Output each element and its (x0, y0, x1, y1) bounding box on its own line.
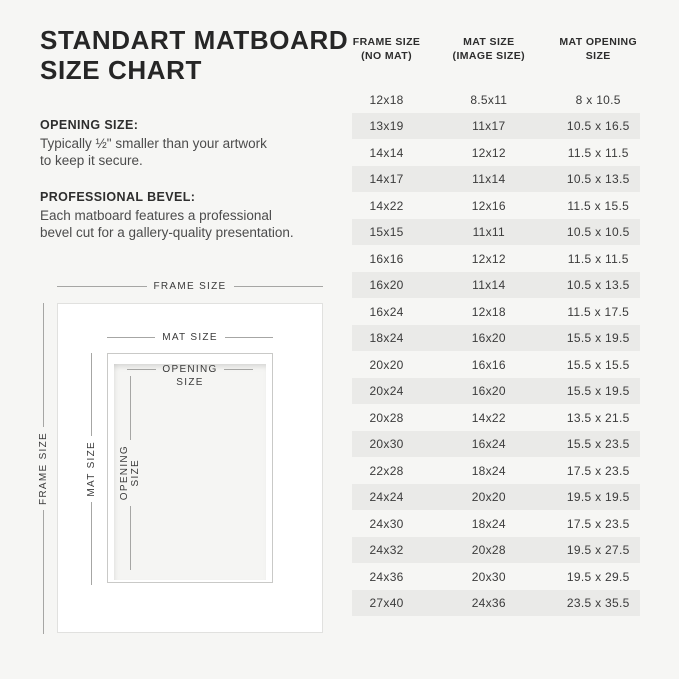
frame-size-cell: 16x16 (369, 251, 404, 266)
table-row (352, 86, 640, 113)
section-opening-size (40, 118, 340, 170)
mat-opening-size-cell: 17.5 x 23.5 (566, 516, 630, 531)
column-header-frame-size: FRAME SIZE (NO MAT) (352, 36, 421, 62)
section-professional-bevel-heading: PROFESSIONAL BEVEL: (40, 190, 196, 204)
frame-size-cell: 20x24 (369, 384, 404, 399)
mat-size-cell: 12x12 (471, 145, 506, 160)
matboard-diagram (30, 276, 335, 648)
table-row (352, 298, 640, 325)
table-row (352, 510, 640, 537)
page-title-line2: SIZE CHART (40, 54, 202, 85)
frame-size-cell: 14x22 (369, 198, 404, 213)
table-row (352, 192, 640, 219)
mat-opening-size-cell: 10.5 x 16.5 (566, 119, 630, 134)
section-opening-size-text-line1: Typically ½" smaller than your artwork (40, 136, 267, 151)
table-row (352, 219, 640, 246)
label-line (130, 506, 131, 570)
opening-area (114, 364, 266, 580)
frame-size-top-label (57, 281, 323, 292)
table-row (352, 325, 640, 352)
table-row (352, 351, 640, 378)
mat-opening-size-cell: 19.5 x 29.5 (566, 569, 630, 584)
mat-opening-size-cell: 13.5 x 21.5 (566, 410, 630, 425)
mat-opening-size-cell: 10.5 x 13.5 (566, 278, 630, 293)
mat-size-cell: 12x18 (471, 304, 506, 319)
label-line (91, 502, 92, 585)
mat-opening-size-cell: 23.5 x 35.5 (566, 596, 630, 611)
frame-size-cell: 24x24 (369, 490, 404, 505)
frame-size-cell: 27x40 (369, 596, 404, 611)
label-line (224, 369, 253, 370)
table-row (352, 404, 640, 431)
mat-size-cell: 11x14 (472, 172, 506, 187)
label-line (43, 303, 44, 427)
table-row (352, 590, 640, 617)
table-row (352, 245, 640, 272)
frame-size-cell: 16x20 (369, 278, 404, 293)
mat-size-cell: 20x20 (471, 490, 506, 505)
page-title-line1: STANDART MATBOARD (40, 25, 349, 55)
section-professional-bevel (40, 190, 340, 242)
column-header-mat-size: MAT SIZE (IMAGE SIZE) (452, 36, 526, 62)
table-row (352, 139, 640, 166)
mat-size-cell: 16x20 (471, 331, 506, 346)
mat-opening-size-cell: 19.5 x 27.5 (566, 543, 630, 558)
table-row (352, 431, 640, 458)
mat-opening-size-cell: 15.5 x 19.5 (566, 384, 630, 399)
frame-size-cell: 15x15 (369, 225, 404, 240)
frame-size-top-label-text: FRAME SIZE (153, 281, 227, 292)
mat-size-cell: 11x11 (472, 225, 505, 240)
mat-size-cell: 16x24 (471, 437, 506, 452)
mat-opening-size-cell: 10.5 x 10.5 (566, 225, 630, 240)
size-table-header (352, 36, 640, 63)
opening-size-top-label (127, 364, 253, 388)
opening-size-left-label-text2: SIZE (130, 459, 141, 487)
label-line (234, 286, 324, 287)
frame-size-cell: 18x24 (369, 331, 404, 346)
frame-size-cell: 24x36 (369, 569, 404, 584)
label-line (107, 337, 155, 338)
opening-size-top-label-text2: SIZE (176, 377, 204, 388)
frame-size-cell: 20x28 (369, 410, 404, 425)
mat-size-cell: 11x17 (472, 119, 506, 134)
table-row (352, 378, 640, 405)
opening-size-left-label-text1: OPENING (119, 445, 130, 501)
label-line (57, 286, 147, 287)
mat-opening-size-cell: 11.5 x 15.5 (567, 198, 630, 213)
frame-size-cell: 24x32 (369, 543, 404, 558)
table-row (352, 166, 640, 193)
frame-size-left-label-text: FRAME SIZE (37, 432, 49, 506)
frame-size-cell: 22x28 (369, 463, 404, 478)
size-table (352, 36, 640, 616)
mat-size-cell: 11x14 (472, 278, 506, 293)
mat-size-cell: 18x24 (471, 516, 506, 531)
mat-opening-size-cell: 15.5 x 15.5 (566, 357, 630, 372)
label-line (43, 510, 44, 634)
section-professional-bevel-text-line2: bevel cut for a gallery-quality presentation. (40, 225, 294, 241)
column-header-mat-opening-size: MAT OPENING SIZE (559, 36, 638, 62)
table-row (352, 537, 640, 564)
section-opening-size-text-line2: to keep it secure. (40, 153, 143, 169)
mat-size-left-label (84, 353, 98, 585)
label-line (127, 369, 156, 370)
mat-size-cell: 16x20 (471, 384, 506, 399)
page-title (40, 26, 348, 85)
label-line (91, 353, 92, 436)
mat-size-cell: 16x16 (471, 357, 506, 372)
mat-size-top-label (107, 332, 273, 343)
label-line (130, 376, 131, 440)
size-table-body (352, 86, 640, 616)
mat-opening-size-cell: 11.5 x 17.5 (567, 304, 630, 319)
mat-opening-size-cell: 15.5 x 23.5 (566, 437, 630, 452)
frame-size-cell: 24x30 (369, 516, 404, 531)
section-opening-size-heading: OPENING SIZE: (40, 118, 139, 132)
frame-rectangle (57, 303, 323, 633)
mat-opening-size-cell: 17.5 x 23.5 (566, 463, 630, 478)
frame-size-cell: 14x14 (369, 145, 404, 160)
table-row (352, 563, 640, 590)
mat-size-cell: 20x30 (471, 569, 506, 584)
table-row (352, 484, 640, 511)
mat-rectangle (107, 353, 273, 583)
mat-opening-size-cell: 11.5 x 11.5 (567, 251, 629, 266)
opening-size-left-label (116, 376, 144, 570)
mat-opening-size-cell: 11.5 x 11.5 (567, 145, 629, 160)
mat-opening-size-cell: 15.5 x 19.5 (566, 331, 630, 346)
frame-size-left-label (36, 303, 50, 634)
mat-opening-size-cell: 19.5 x 19.5 (566, 490, 630, 505)
mat-size-cell: 8.5x11 (470, 92, 508, 107)
frame-size-cell: 20x20 (369, 357, 404, 372)
mat-size-left-label-text: MAT SIZE (85, 441, 97, 497)
mat-size-cell: 14x22 (471, 410, 506, 425)
opening-size-top-label-text: OPENING (162, 364, 218, 375)
frame-size-cell: 12x18 (369, 92, 404, 107)
mat-size-cell: 24x36 (471, 596, 506, 611)
frame-size-cell: 16x24 (369, 304, 404, 319)
mat-size-cell: 18x24 (471, 463, 506, 478)
table-row (352, 113, 640, 140)
table-row (352, 457, 640, 484)
label-line (225, 337, 273, 338)
table-row (352, 272, 640, 299)
mat-opening-size-cell: 10.5 x 13.5 (566, 172, 630, 187)
mat-size-cell: 12x16 (471, 198, 506, 213)
frame-size-cell: 20x30 (369, 437, 404, 452)
mat-size-cell: 12x12 (471, 251, 506, 266)
frame-size-cell: 13x19 (369, 119, 404, 134)
mat-size-top-label-text: MAT SIZE (162, 332, 218, 343)
frame-size-cell: 14x17 (369, 172, 404, 187)
section-professional-bevel-text-line1: Each matboard features a professional (40, 208, 272, 223)
mat-opening-size-cell: 8 x 10.5 (575, 92, 621, 107)
mat-size-cell: 20x28 (471, 543, 506, 558)
